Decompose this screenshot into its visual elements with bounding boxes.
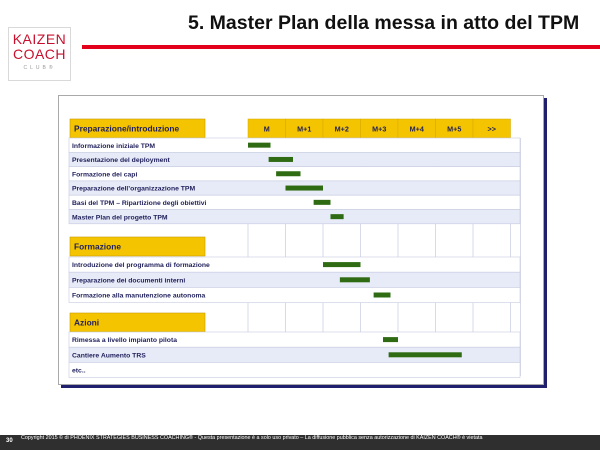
task-label: Formazione alla manutenzione autonoma: [72, 292, 206, 300]
task-label: Informazione iniziale TPM: [72, 142, 156, 150]
task-bar: [248, 143, 271, 148]
task-bar: [323, 262, 361, 267]
logo-line-2: COACH: [12, 46, 67, 62]
page-number: 30: [6, 438, 13, 444]
logo-line-1: KAIZEN: [12, 31, 67, 47]
task-bar: [286, 186, 324, 191]
task-label: Preparazione dell’organizzazione TPM: [72, 185, 196, 193]
column-header-label: M+3: [372, 124, 387, 134]
task-label: Formazione dei capi: [72, 171, 138, 179]
slide-title: 5. Master Plan della messa in atto del TPM: [188, 12, 580, 34]
task-label: Cantiere Aumento TRS: [72, 352, 146, 360]
task-bar: [383, 337, 398, 342]
column-header-label: >>: [487, 124, 496, 134]
task-label: Master Plan del progetto TPM: [72, 214, 168, 222]
task-bar: [276, 171, 300, 176]
task-bar: [314, 200, 331, 205]
title-underline: [82, 45, 600, 49]
column-header-label: M+2: [334, 124, 349, 134]
task-bar: [269, 157, 293, 162]
task-bar: [389, 352, 462, 357]
task-label: Basi del TPM – Ripartizione degli obiettivi: [72, 199, 207, 207]
task-label: Presentazione del deployment: [72, 157, 170, 165]
task-label: Preparazione dei documenti interni: [72, 277, 186, 285]
section-header-label: Preparazione/introduzione: [74, 123, 180, 134]
column-header-label: M+5: [447, 124, 462, 134]
table-row: [69, 362, 520, 377]
section-header-label: Azioni: [74, 317, 100, 328]
task-bar: [331, 214, 344, 219]
column-header-label: M: [263, 124, 270, 134]
kaizen-coach-logo: [8, 27, 71, 81]
column-header-label: M+4: [409, 124, 424, 134]
logo-line-3: CLUB®: [23, 65, 56, 71]
task-bar: [374, 293, 391, 298]
task-bar: [340, 277, 370, 282]
task-label: Rimessa a livello impianto pilota: [72, 337, 178, 345]
task-label: Introduzione del programma di formazione: [72, 262, 210, 270]
column-header-label: M+1: [297, 124, 312, 134]
section-header-label: Formazione: [74, 241, 121, 252]
master-plan-panel: [58, 95, 544, 385]
footer-bar: [0, 435, 600, 450]
copyright-text: Copyright 2015 © di PHOENIX STRATEGIES BUSINESS COACHING® - Questa presentazione è a solo uso privato – La diffusione pubblica senza autorizzazione di KAIZEN COACH® è vietata: [21, 435, 483, 441]
task-label: etc..: [72, 367, 86, 375]
gantt-chart: [59, 96, 543, 384]
